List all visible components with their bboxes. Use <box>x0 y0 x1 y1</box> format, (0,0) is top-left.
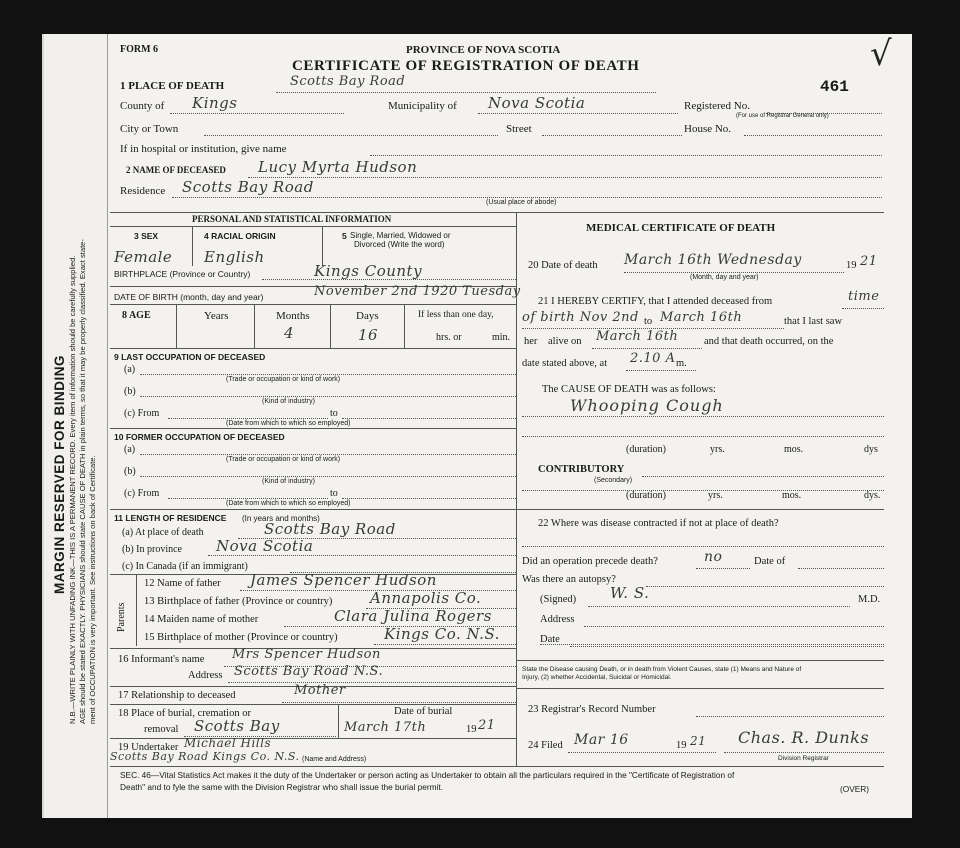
burial-year-value: 21 <box>478 718 496 733</box>
house-label: House No. <box>684 123 732 135</box>
residence-value: Scotts Bay Road <box>182 178 314 196</box>
months-value: 4 <box>284 324 295 342</box>
marital-label: Single, Married, Widowed or <box>350 231 451 240</box>
death-occurred-label: and that death occurred, on the <box>704 336 834 347</box>
filed-value: Mar 16 <box>574 732 629 748</box>
registration-number: 461 <box>820 78 849 96</box>
place-of-death-value: Scotts Bay Road <box>290 74 406 89</box>
mother-value: Clara Julina Rogers <box>334 607 492 625</box>
yrs-label-1: yrs. <box>710 444 725 455</box>
undertaker-label: 19 Undertaker <box>118 742 179 753</box>
province-heading: PROVINCE OF NOVA SCOTIA <box>406 44 561 56</box>
undertaker-address-value: Scotts Bay Road Kings Co. N.S. <box>110 750 300 763</box>
last-occ-a: (a) <box>124 364 136 375</box>
informant-address-value: Scotts Bay Road N.S. <box>234 664 384 679</box>
attended-from-value: of birth Nov 2nd <box>522 310 639 325</box>
binding-margin <box>44 34 108 818</box>
at-place-value: Scotts Bay Road <box>264 520 396 538</box>
margin-label: MARGIN RESERVED FOR BINDING <box>52 354 67 594</box>
mos-label-2: mos. <box>782 490 802 501</box>
municipality-label: Municipality of <box>388 100 457 112</box>
contracted-label: 22 Where was disease contracted if not at place of death? <box>538 518 779 529</box>
registered-label: Registered No. <box>684 100 750 112</box>
record-number-label: 23 Registrar's Record Number <box>528 704 656 715</box>
undertaker-value: Michael Hills <box>184 736 272 750</box>
attended-to-label: to <box>644 316 653 327</box>
days-value: 16 <box>358 326 379 344</box>
former-occ-b: (b) <box>124 466 136 477</box>
marital-num: 5 <box>342 231 347 241</box>
racial-origin-value: English <box>204 248 265 266</box>
last-occ-from: (c) From <box>124 408 160 419</box>
former-occ-industry-note: (Kind of industry) <box>262 478 315 485</box>
operation-label: Did an operation precede death? <box>522 556 658 567</box>
deceased-name-value: Lucy Myrta Hudson <box>258 158 418 176</box>
residence-length-note: (In years and months) <box>242 514 320 523</box>
mother-birthplace-value: Kings Co. N.S. <box>384 625 500 643</box>
her-label: her <box>524 336 538 347</box>
certificate-title: CERTIFICATE OF REGISTRATION OF DEATH <box>292 58 640 74</box>
date-of-label: Date of <box>754 556 786 567</box>
father-birthplace-label: 13 Birthplace of father (Province or country) <box>144 596 333 607</box>
dys-label-2: dys. <box>864 490 881 501</box>
alive-on-label: alive on <box>548 336 582 347</box>
footer-line-2: Death" and to fyle the same with the Division Registrar who shall issue the burial permit. <box>120 782 443 792</box>
burial-label: 18 Place of burial, cremation or <box>118 708 251 719</box>
father-birthplace-value: Annapolis Co. <box>370 589 482 607</box>
former-occ-from: (c) From <box>124 488 160 499</box>
former-occ-to: to <box>330 488 338 499</box>
last-occ-to: to <box>330 408 338 419</box>
time-meridiem-label: m. <box>676 358 687 369</box>
contributory-label: CONTRIBUTORY <box>538 464 625 475</box>
registrar-signature: Chas. R. Dunks <box>738 728 870 747</box>
less-than-day-label: If less than one day, <box>418 310 494 320</box>
signed-value: W. S. <box>610 584 650 602</box>
last-occupation-label: 9 LAST OCCUPATION OF DECEASED <box>114 352 266 362</box>
municipality-value: Nova Scotia <box>488 94 586 112</box>
instruction-line-3: ment of OCCUPATION is very important. See instructions on back of Certificate. <box>88 455 97 724</box>
in-canada-label: (c) In Canada (if an immigrant) <box>122 561 248 572</box>
deceased-name-label: 2 NAME OF DECEASED <box>126 165 226 175</box>
filed-label: 24 Filed <box>528 740 563 751</box>
burial-date-value: March 17th <box>344 720 427 735</box>
burial-place-value: Scotts Bay <box>194 717 280 735</box>
hospital-label: If in hospital or institution, give name <box>120 143 287 155</box>
instruction-line-1: N.B.—WRITE PLAINLY WITH UNFADING INK—THIS IS A PERMANENT RECORD. Every item of information should be carefully supplied. <box>68 255 77 724</box>
informant-address-label: Address <box>188 670 223 681</box>
relationship-label: 17 Relationship to deceased <box>118 690 236 701</box>
autopsy-label: Was there an autopsy? <box>522 574 616 585</box>
age-label: 8 AGE <box>122 310 151 321</box>
footer-line-1: SEC. 46—Vital Statistics Act makes it the duty of the Undertaker or person acting as Undertaker to obtain all the particulars required in the "Certificate of Registration of <box>120 770 735 780</box>
former-occ-trade-note: (Trade or occupation or kind of work) <box>226 456 341 463</box>
county-value: Kings <box>192 94 238 112</box>
informant-label: 16 Informant's name <box>118 654 205 665</box>
state-note-2: Injury, (2) whether Accidental, Suicidal or Homicidal. <box>522 674 672 681</box>
hrs-label: hrs. or <box>436 332 462 343</box>
marital-label-2: Divorced (Write the word) <box>354 240 445 249</box>
date-of-death-label: 20 Date of death <box>528 260 598 271</box>
father-label: 12 Name of father <box>144 578 221 589</box>
time-value: 2.10 A <box>630 351 676 366</box>
at-place-label: (a) At place of death <box>122 527 204 538</box>
physician-address-label: Address <box>540 614 575 625</box>
md-label: M.D. <box>858 594 881 605</box>
in-province-label: (b) In province <box>122 544 182 555</box>
yrs-label-2: yrs. <box>708 490 723 501</box>
physician-date-label: Date <box>540 634 560 645</box>
former-occ-a: (a) <box>124 444 136 455</box>
alive-on-value: March 16th <box>596 329 679 344</box>
death-certificate <box>42 34 912 818</box>
days-label: Days <box>356 310 379 322</box>
last-occ-employed-note: (Date from which to which so employed) <box>226 420 351 427</box>
in-province-value: Nova Scotia <box>216 537 314 555</box>
place-of-death-label: 1 PLACE OF DEATH <box>120 80 225 92</box>
birthplace-label: BIRTHPLACE (Province or Country) <box>114 269 251 279</box>
last-occ-trade-note: (Trade or occupation or kind of work) <box>226 376 341 383</box>
operation-value: no <box>704 549 723 565</box>
city-label: City or Town <box>120 123 179 135</box>
dob-label: DATE OF BIRTH (month, day and year) <box>114 292 264 302</box>
certify-label: 21 I HEREBY CERTIFY, that I attended deceased from <box>538 296 773 307</box>
last-occ-industry-note: (Kind of industry) <box>262 398 315 405</box>
mother-birthplace-label: 15 Birthplace of mother (Province or country) <box>144 632 338 643</box>
abode-note: (Usual place of abode) <box>486 199 557 206</box>
secondary-note: (Secondary) <box>594 477 633 484</box>
cause-label: The CAUSE OF DEATH was as follows: <box>542 384 716 395</box>
cause-value: Whooping Cough <box>570 396 724 415</box>
burial-date-label: Date of burial <box>394 706 453 717</box>
former-occ-employed-note: (Date from which to which so employed) <box>226 500 351 507</box>
sex-label: 3 SEX <box>134 231 159 241</box>
state-note-1: State the Disease causing Death, or in death from Violent Causes, state (1) Means and Nature of <box>522 666 802 673</box>
dys-label-1: dys <box>864 444 878 455</box>
dob-value: November 2nd 1920 Tuesday <box>314 284 521 299</box>
former-occupation-label: 10 FORMER OCCUPATION OF DECEASED <box>114 432 285 442</box>
certify-from-value: time <box>848 289 880 304</box>
undertaker-note: (Name and Address) <box>302 756 367 763</box>
months-label: Months <box>276 310 310 322</box>
year-value: 21 <box>860 254 878 269</box>
duration-label-2: (duration) <box>626 490 666 501</box>
form-number: FORM 6 <box>120 44 159 55</box>
mother-label: 14 Maiden name of mother <box>144 614 259 625</box>
filed-year-prefix: 19 <box>676 740 687 751</box>
last-occ-b: (b) <box>124 386 136 397</box>
instruction-line-2: AGE should be stated EXACTLY. PHYSICIANS should state CAUSE OF DEATH in plain terms, so that it may be properly classified. Exact state- <box>78 239 87 724</box>
last-saw-label: that I last saw <box>784 316 843 327</box>
registrar-note: Division Registrar <box>778 755 829 762</box>
time-label: date stated above, at <box>522 358 608 369</box>
registered-note: (For use of Registrar General only) <box>736 113 829 119</box>
residence-length-label: 11 LENGTH OF RESIDENCE <box>114 513 227 523</box>
residence-label: Residence <box>120 185 166 197</box>
father-value: James Spencer Hudson <box>250 571 437 589</box>
signed-label: (Signed) <box>540 594 577 605</box>
birthplace-value: Kings County <box>314 262 423 280</box>
burial-year-prefix: 19 <box>466 724 477 735</box>
attended-to-value: March 16th <box>660 310 743 325</box>
over-label: (OVER) <box>840 784 870 794</box>
sex-value: Female <box>114 248 173 266</box>
personal-heading: PERSONAL AND STATISTICAL INFORMATION <box>192 214 392 224</box>
min-label: min. <box>492 332 511 343</box>
relationship-value: Mother <box>294 683 346 698</box>
filed-year-value: 21 <box>690 734 707 748</box>
duration-label-1: (duration) <box>626 444 666 455</box>
parents-label: Parents <box>116 602 127 632</box>
years-label: Years <box>204 310 229 322</box>
street-label: Street <box>506 123 532 135</box>
date-of-death-value: March 16th Wednesday <box>624 252 802 268</box>
medical-heading: MEDICAL CERTIFICATE OF DEATH <box>586 222 776 234</box>
date-note: (Month, day and year) <box>690 274 759 281</box>
check-mark: √ <box>870 34 892 74</box>
racial-origin-label: 4 RACIAL ORIGIN <box>204 231 276 241</box>
county-label: County of <box>120 100 165 112</box>
year-prefix: 19 <box>846 260 857 271</box>
mos-label-1: mos. <box>784 444 804 455</box>
removal-label: removal <box>144 724 179 735</box>
informant-value: Mrs Spencer Hudson <box>232 647 381 662</box>
